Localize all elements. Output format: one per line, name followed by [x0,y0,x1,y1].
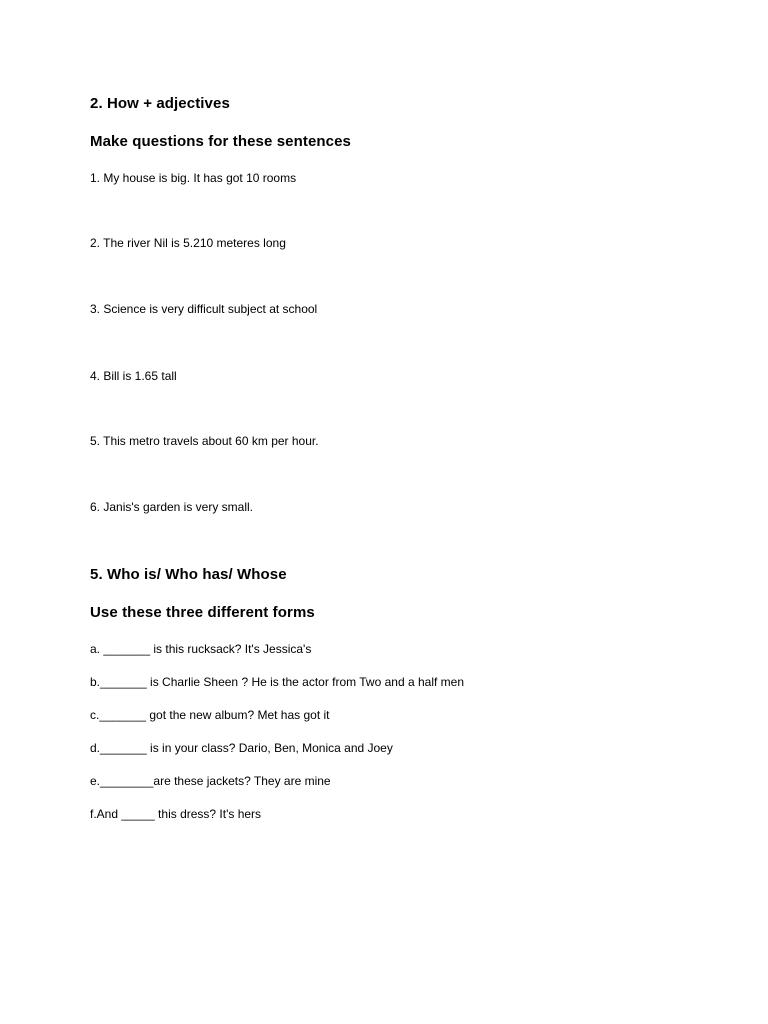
fill-in-item-d: d._______ is in your class? Dario, Ben, Monica and Joey [90,741,393,755]
section-title-how-adjectives: 2. How + adjectives [90,95,230,112]
fill-in-item-a: a. _______ is this rucksack? It's Jessica's [90,642,312,656]
section-title-who-whose: 5. Who is/ Who has/ Whose [90,566,287,583]
exercise-item-6: 6. Janis's garden is very small. [90,500,254,514]
fill-in-item-f: f.And _____ this dress? It's hers [90,807,262,821]
exercise-item-2: 2. The river Nil is 5.210 meteres long [90,236,286,250]
fill-in-item-c: c._______ got the new album? Met has got it [90,708,330,722]
fill-in-item-b: b._______ is Charlie Sheen ? He is the actor from Two and a half men [90,675,464,689]
section-instruction-three-forms: Use these three different forms [90,604,315,621]
exercise-item-5: 5. This metro travels about 60 km per hour. [90,434,319,448]
section-instruction-make-questions: Make questions for these sentences [90,133,351,150]
exercise-item-1: 1. My house is big. It has got 10 rooms [90,171,297,185]
exercise-item-3: 3. Science is very difficult subject at school [90,302,318,316]
exercise-item-4: 4. Bill is 1.65 tall [90,369,177,383]
fill-in-item-e: e.________are these jackets? They are mine [90,774,331,788]
